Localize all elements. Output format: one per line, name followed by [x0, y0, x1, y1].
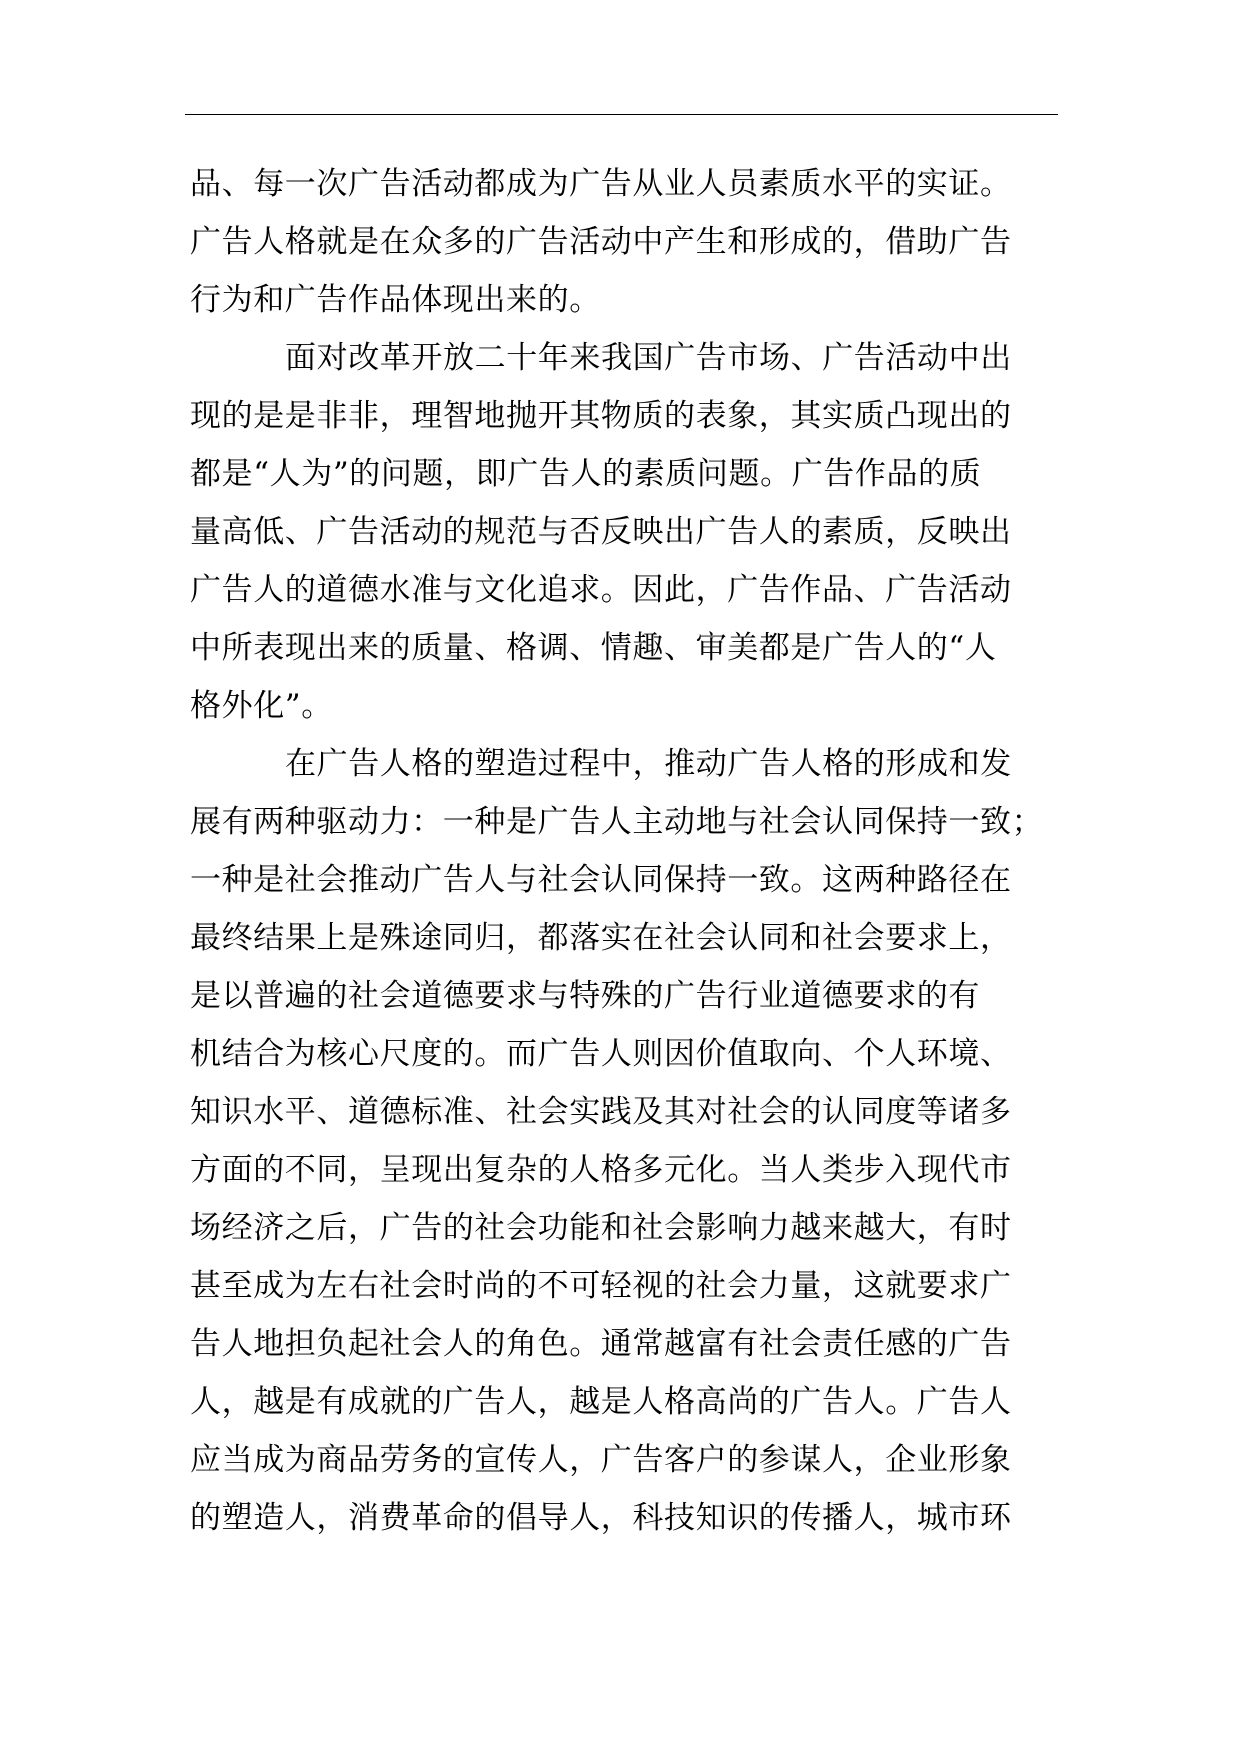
document-body [190, 155, 1060, 1547]
text-line: 方面的不同，呈现出复杂的人格多元化。当人类步入现代市 [190, 1152, 1012, 1188]
text-line: 是以普遍的社会道德要求与特殊的广告行业道德要求的有 [190, 978, 980, 1014]
text-line: 应当成为商品劳务的宣传人，广告客户的参谋人，企业形象 [190, 1442, 1012, 1478]
text-line: 广告人的道德水准与文化追求。因此，广告作品、广告活动 [190, 572, 1012, 608]
text-line: 人，越是有成就的广告人，越是人格高尚的广告人。广告人 [190, 1384, 1012, 1420]
text-line: 甚至成为左右社会时尚的不可轻视的社会力量，这就要求广 [190, 1268, 1012, 1304]
text-line: 行为和广告作品体现出来的。 [190, 282, 601, 318]
header-rule [185, 114, 1058, 115]
text-line: 一种是社会推动广告人与社会认同保持一致。这两种路径在 [190, 862, 1012, 898]
text-line: 的塑造人，消费革命的倡导人，科技知识的传播人，城市环 [190, 1500, 1012, 1536]
text-line: 量高低、广告活动的规范与否反映出广告人的素质，反映出 [190, 514, 1012, 550]
text-line: 机结合为核心尺度的。而广告人则因价值取向、个人环境、 [190, 1036, 1012, 1072]
text-line: 知识水平、道德标准、社会实践及其对社会的认同度等诸多 [190, 1094, 1012, 1130]
text-line: 告人地担负起社会人的角色。通常越富有社会责任感的广告 [190, 1326, 1012, 1362]
text-line: 最终结果上是殊途同归，都落实在社会认同和社会要求上， [190, 920, 1012, 956]
text-line: 场经济之后，广告的社会功能和社会影响力越来越大，有时 [190, 1210, 1012, 1246]
text-line: 中所表现出来的质量、格调、情趣、审美都是广告人的“人 [190, 630, 997, 666]
text-line: 展有两种驱动力：一种是广告人主动地与社会认同保持一致； [190, 804, 1044, 840]
text-line: 广告人格就是在众多的广告活动中产生和形成的，借助广告 [190, 224, 1012, 260]
text-line: 品、每一次广告活动都成为广告从业人员素质水平的实证。 [190, 166, 1012, 202]
text-line: 现的是是非非，理智地抛开其物质的表象，其实质凸现出的 [190, 398, 1012, 434]
text-line: 格外化”。 [190, 688, 333, 724]
paragraph-first-line: 在广告人格的塑造过程中，推动广告人格的形成和发 [285, 746, 1012, 782]
text-line: 都是“人为”的问题，即广告人的素质问题。广告作品的质 [190, 456, 982, 492]
paragraph-first-line: 面对改革开放二十年来我国广告市场、广告活动中出 [285, 340, 1012, 376]
